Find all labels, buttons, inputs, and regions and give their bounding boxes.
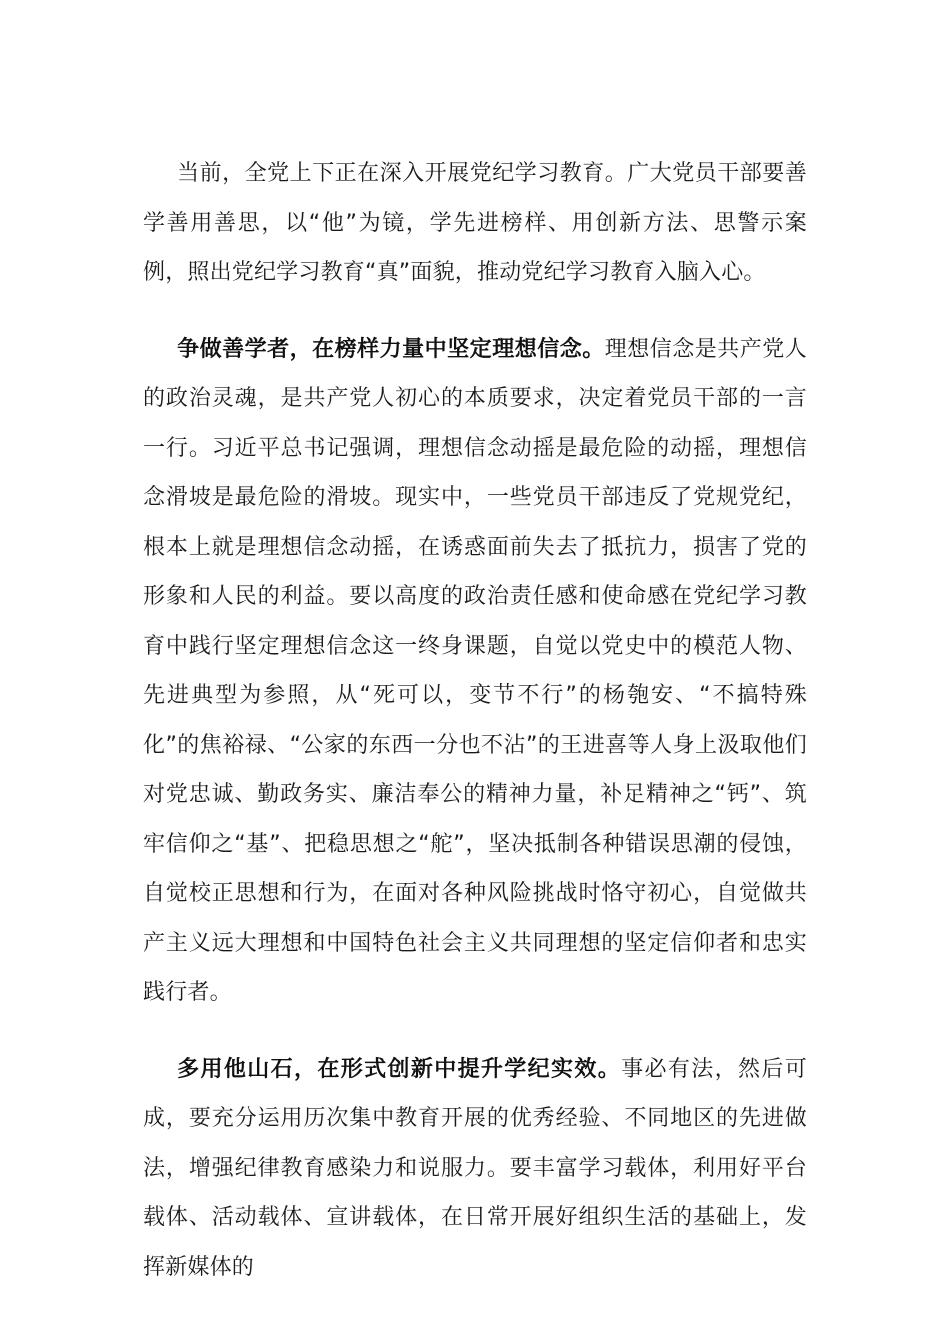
paragraph-intro	[143, 149, 807, 298]
paragraph-text: 事必有法，然后可成，要充分运用历次集中教育开展的优秀经验、不同地区的先进做法，增强纪律教育感染力和说服力。要丰富学习载体，利用好平台载体、活动载体、宣讲载体，在日常开展好组织生活的基础上，发挥新媒体的	[143, 1056, 807, 1280]
paragraph-text: 当前，全党上下正在深入开展党纪学习教育。广大党员干部要善学善用善思，以“他”为镜，学先进榜样、用创新方法、思警示案例，照出党纪学习教育“真”面貌，推动党纪学习教育入脑入心。	[143, 161, 807, 285]
document-body	[143, 149, 807, 1292]
paragraph-lead: 争做善学者，在榜样力量中坚定理想信念。	[177, 336, 605, 362]
paragraph-lead: 多用他山石，在形式创新中提升学纪实效。	[177, 1056, 622, 1082]
paragraph-innovation	[143, 1045, 807, 1293]
paragraph-text: 理想信念是共产党人的政治灵魂，是共产党人初心的本质要求，决定着党员干部的一言一行。习近平总书记强调，理想信念动摇是最危险的动摇，理想信念滑坡是最危险的滑坡。现实中，一些党员干部违反了党规党纪，根本上就是理想信念动摇，在诱惑面前失去了抵抗力，损害了党的形象和人民的利益。要以高度的政治责任感和使命感在党纪学习教育中践行坚定理想信念这一终身课题，自觉以党史中的模范人物、先进典型为参照，从“死可以，变节不行”的杨匏安、“不搞特殊化”的焦裕禄、“公家的东西一分也不沾”的王进喜等人身上汲取他们对党忠诚、勤政务实、廉洁奉公的精神力量，补足精神之“钙”、筑牢信仰之“基”、把稳思想之“舵”，坚决抵制各种错误思潮的侵蚀，自觉校正思想和行为，在面对各种风险挑战时恪守初心，自觉做共产主义远大理想和中国特色社会主义共同理想的坚定信仰者和忠实践行者。	[143, 336, 807, 1005]
paragraph-ideals	[143, 325, 807, 1018]
